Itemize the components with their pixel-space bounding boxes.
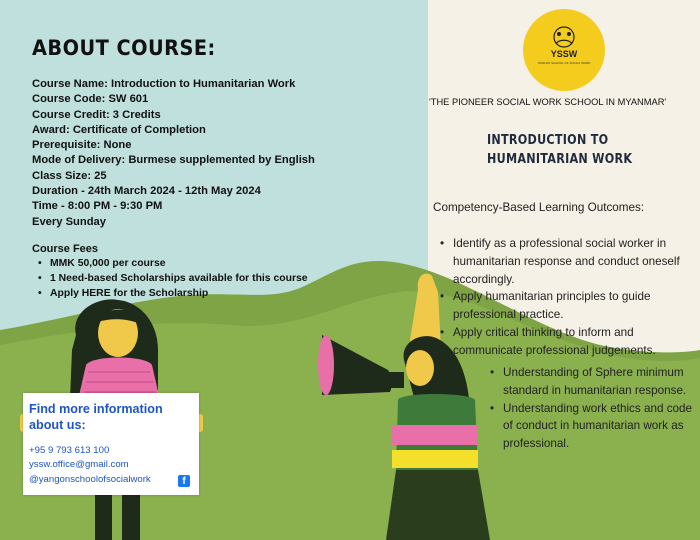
course-detail-item: Class Size: 25 <box>32 169 107 182</box>
course-detail-item: Mode of Delivery: Burmese supplemented by English <box>32 154 315 167</box>
contact-social-handle[interactable]: @yangonschoolofsocialwork <box>29 474 151 485</box>
school-tagline: 'THE PIONEER SOCIAL WORK SCHOOL IN MYANMAR' <box>429 97 667 107</box>
learning-outcomes-list <box>453 235 700 360</box>
course-detail-item: Time - 8:00 PM - 9:30 PM <box>32 200 163 213</box>
course-fees-title: Course Fees <box>32 243 99 255</box>
facebook-icon[interactable]: f <box>178 475 190 487</box>
course-detail-item: Duration - 24th March 2024 - 12th May 2024 <box>32 185 261 198</box>
about-course-title: ABOUT COURSE: <box>32 36 216 60</box>
outcome-item: • Apply critical thinking to inform and communicate professional judgements. <box>453 324 700 360</box>
course-detail-item: Course Credit: 3 Credits <box>32 108 161 121</box>
course-title <box>487 131 632 169</box>
scholarship-apply-link[interactable]: • Apply HERE for the Scholarship <box>50 287 308 302</box>
sub-outcome-item: • Understanding of Sphere minimum standard in humanitarian response. <box>503 364 700 400</box>
course-detail-item: Prerequisite: None <box>32 139 132 152</box>
contact-info-title: Find more information about us: <box>29 402 163 432</box>
fee-item: • MMK 50,000 per course <box>50 257 308 272</box>
course-title-line: HUMANITARIAN WORK <box>487 152 633 167</box>
logo-tagline: YANGON SCHOOL OF SOCIAL WORK <box>537 61 591 65</box>
sub-outcome-item: • Understanding work ethics and code of conduct in humanitarian work as professional. <box>503 400 700 453</box>
fee-item: • 1 Need-based Scholarships available for this course <box>50 272 308 287</box>
learning-outcomes-title: Competency-Based Learning Outcomes: <box>433 201 645 214</box>
outcome-item: • Identify as a professional social worker in humanitarian response and conduct oneself accordingly. <box>453 235 700 288</box>
course-detail-item: Course Name: Introduction to Humanitarian Work <box>32 78 296 90</box>
logo-text: YSSW <box>550 49 578 59</box>
contact-info-card <box>23 393 199 495</box>
course-detail-item: Award: Certificate of Completion <box>32 123 206 136</box>
course-detail-item: Course Code: SW 601 <box>32 93 149 106</box>
sub-outcomes-list <box>503 364 700 453</box>
contact-phone[interactable]: +95 9 793 613 100 <box>29 445 110 456</box>
course-details-list <box>32 77 315 230</box>
outcome-item: • Apply humanitarian principles to guide professional practice. <box>453 288 700 324</box>
yssw-logo <box>523 9 605 91</box>
course-detail-item: Every Sunday <box>32 215 106 228</box>
course-title-line: INTRODUCTION TO <box>487 133 609 148</box>
contact-email[interactable]: yssw.office@gmail.com <box>29 459 129 470</box>
course-fees-list <box>50 257 308 301</box>
